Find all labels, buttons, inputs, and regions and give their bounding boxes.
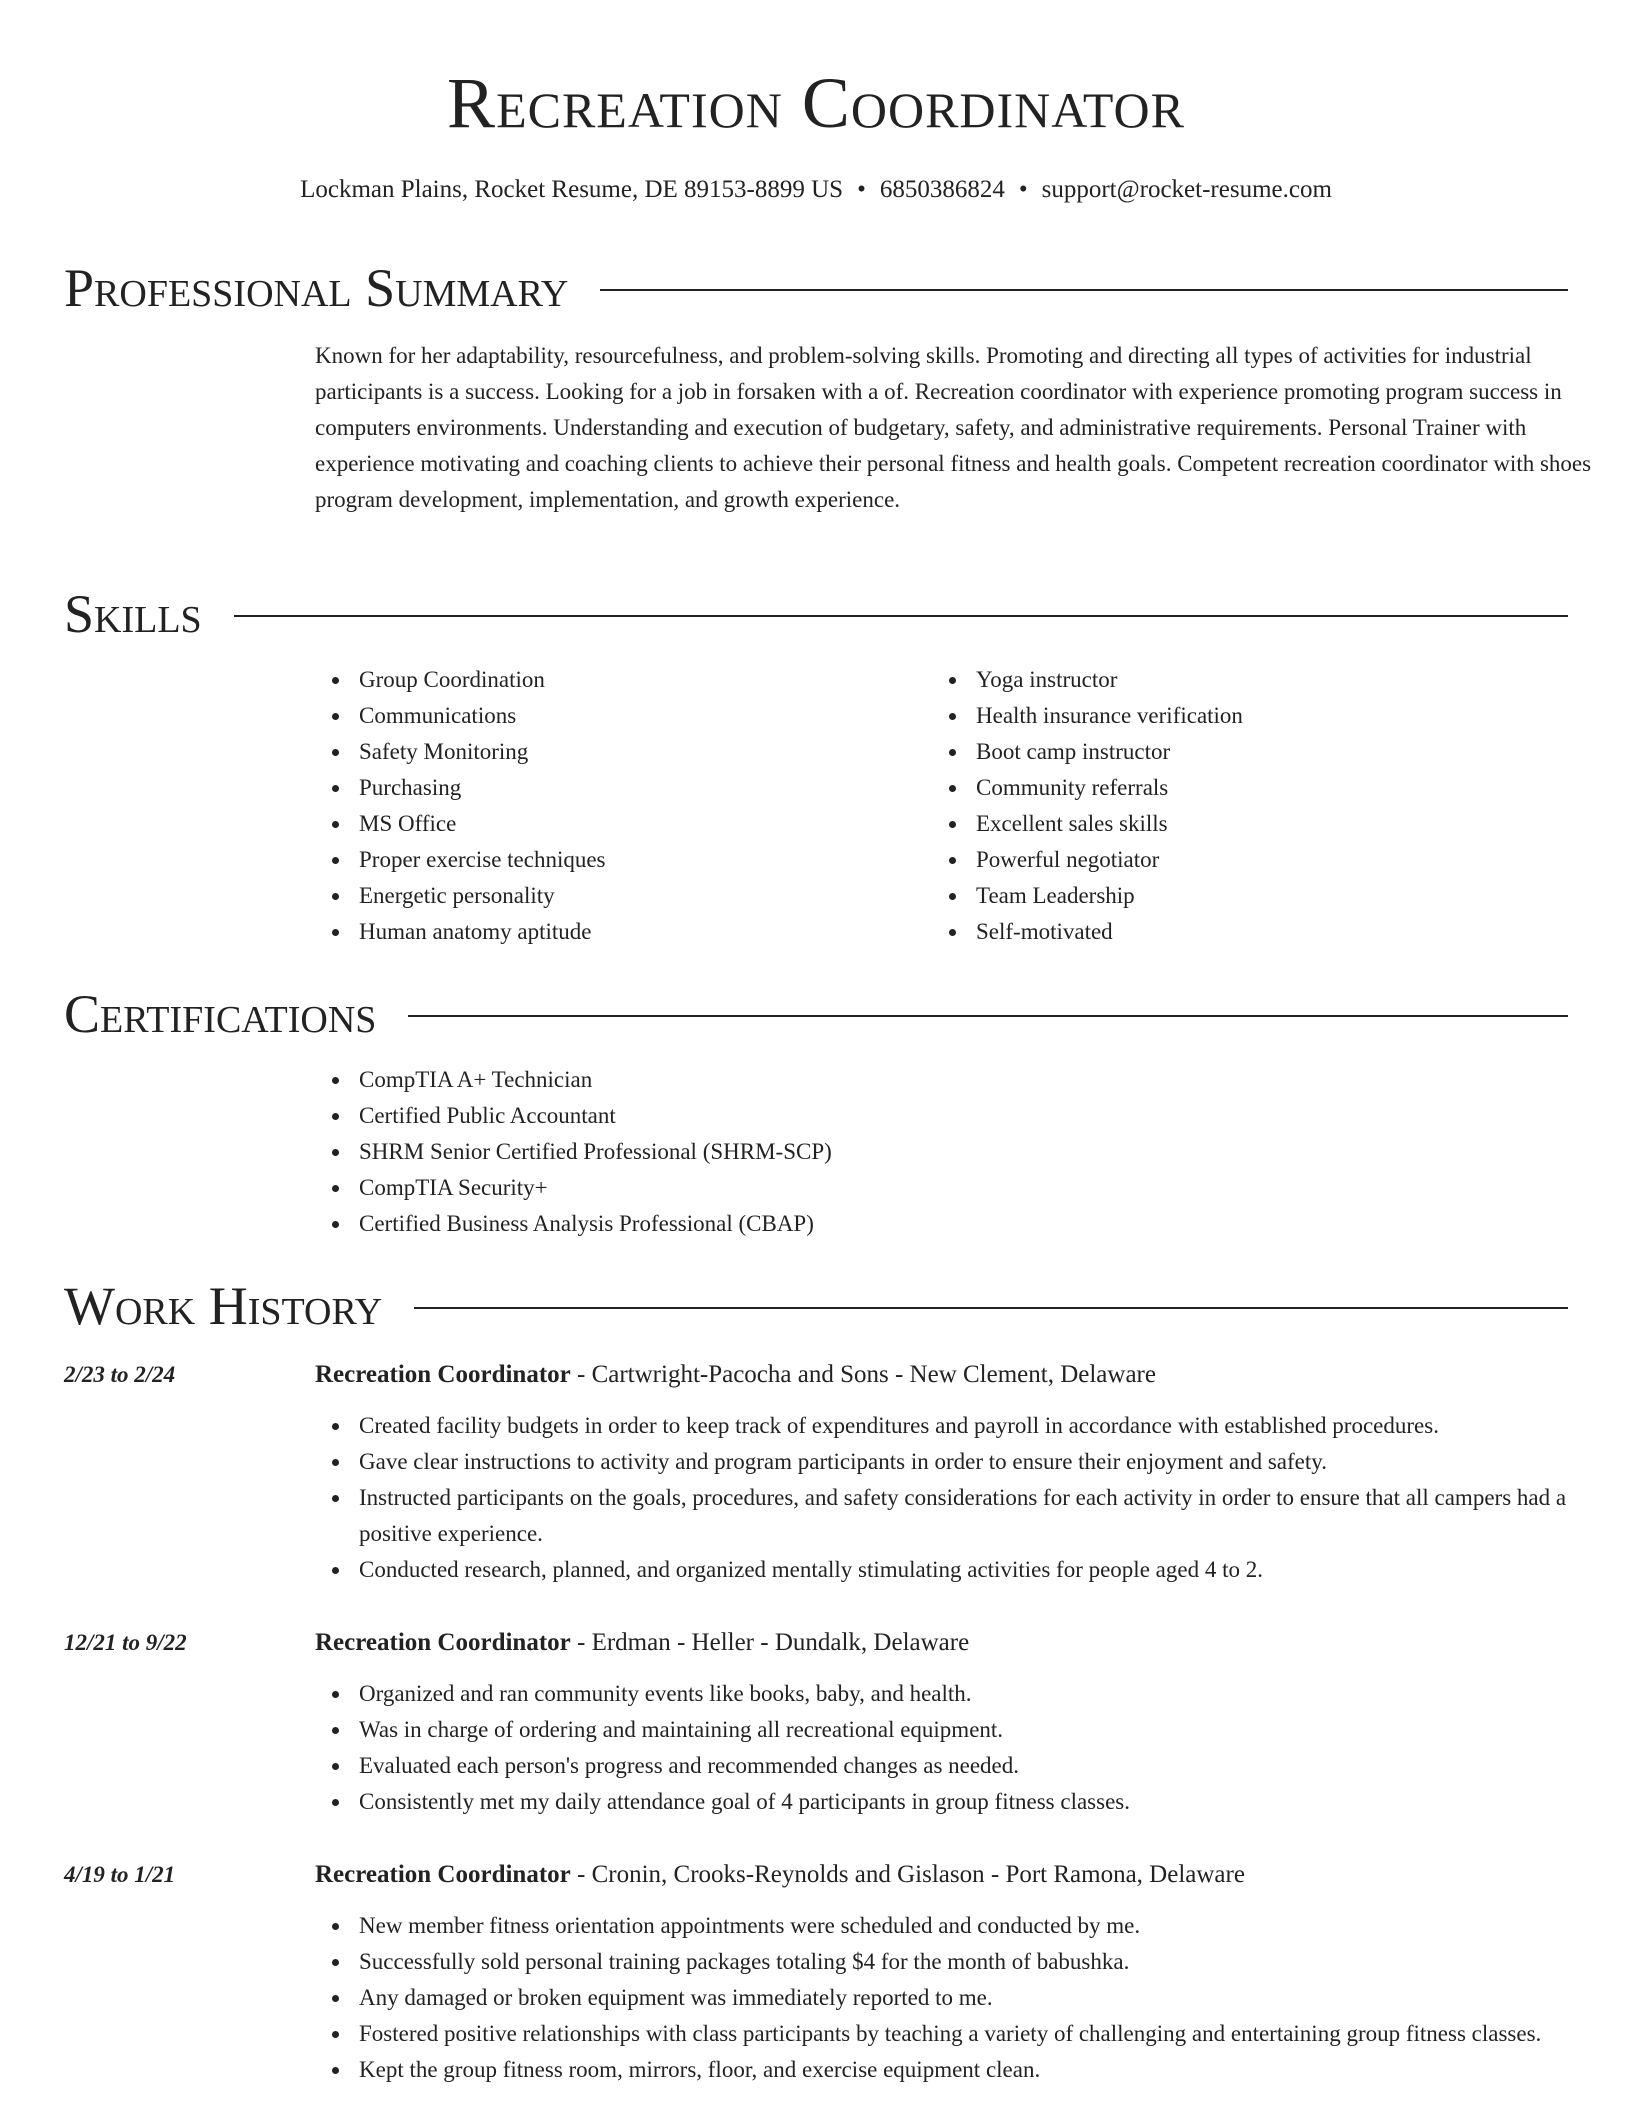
job-dates: 2/23 to 2/24 [64, 1362, 176, 1387]
skill-item: Powerful negotiator [932, 842, 1542, 878]
job-title: Recreation Coordinator [315, 1861, 571, 1888]
section-title-skills: Skills [64, 584, 202, 644]
summary-text: Known for her adaptability, resourcefulness, and problem-solving skills. Promoting and directing all types of activities for industrial participants is a success. Looking for a job in forsaken with a of. Recreation coordinator with experience promoting program success in computers environments. Understanding and execution of budgetary, safety, and administrative requirements. Personal Trainer with experience motivating and coaching clients to achieve their personal fitness and health goals. Competent recreation coordinator with shoes program development, implementation, and growth experience. [315, 343, 1592, 512]
skill-item: Safety Monitoring [315, 734, 925, 770]
job-heading [315, 1856, 1568, 1894]
job-bullet-item: Successfully sold personal training packages totaling $4 for the month of babushka. [315, 1944, 1568, 1980]
job-bullet-item: Instructed participants on the goals, procedures, and safety considerations for each activity in order to ensure that all campers had a positive experience. [315, 1480, 1568, 1552]
job-bullet-item: Kept the group fitness room, mirrors, floor, and exercise equipment clean. [315, 2052, 1568, 2088]
skill-item: Community referrals [932, 770, 1542, 806]
skill-item: Human anatomy aptitude [315, 914, 925, 950]
section-header-certifications [64, 982, 1568, 1046]
job-title: Recreation Coordinator [315, 1361, 571, 1388]
section-divider [600, 289, 1568, 291]
job-bullet-item: Fostered positive relationships with class participants by teaching a variety of challenging and entertaining group fitness classes. [315, 2016, 1568, 2052]
section-header-skills [64, 582, 1568, 646]
section-title-summary: Professional Summary [64, 258, 569, 318]
contact-separator: • [857, 176, 866, 203]
job-employer-location: - Cartwright-Pacocha and Sons - New Clement, Delaware [570, 1361, 1156, 1388]
job-bullet-item: Gave clear instructions to activity and program participants in order to ensure their enjoyment and safety. [315, 1444, 1568, 1480]
job-dates: 4/19 to 1/21 [64, 1862, 176, 1887]
skills-column-right [932, 662, 1542, 950]
section-header-summary [64, 256, 1568, 320]
contact-email: support@rocket-resume.com [1041, 176, 1332, 203]
contact-line [64, 172, 1568, 208]
skill-item: Group Coordination [315, 662, 925, 698]
section-title-work-history: Work History [64, 1276, 383, 1336]
job-heading [315, 1624, 1568, 1662]
skills-list-left [315, 662, 925, 950]
section-title-certifications: Certifications [64, 984, 377, 1044]
contact-phone: 6850386824 [879, 176, 1005, 203]
job-bullets [315, 1408, 1568, 1588]
job-bullet-item: Conducted research, planned, and organized mentally stimulating activities for people aged 4 to 2. [315, 1552, 1568, 1588]
job-bullet-item: Any damaged or broken equipment was immediately reported to me. [315, 1980, 1568, 2016]
job-heading [315, 1356, 1568, 1394]
job-title: Recreation Coordinator [315, 1629, 571, 1656]
job-bullets [315, 1908, 1568, 2088]
job-bullet-item: New member fitness orientation appointments were scheduled and conducted by me. [315, 1908, 1568, 1944]
job-bullet-item: Was in charge of ordering and maintaining all recreational equipment. [315, 1712, 1568, 1748]
skill-item: Excellent sales skills [932, 806, 1542, 842]
skill-item: Proper exercise techniques [315, 842, 925, 878]
skills-column-left [315, 662, 925, 950]
certification-item: CompTIA A+ Technician [315, 1062, 1515, 1098]
skill-item: Yoga instructor [932, 662, 1542, 698]
contact-address: Lockman Plains, Rocket Resume, DE 89153-8899 US [300, 176, 844, 203]
contact-separator: • [1018, 176, 1028, 203]
skill-item: Communications [315, 698, 925, 734]
job-bullet-item: Consistently met my daily attendance goal of 4 participants in group fitness classes. [315, 1784, 1568, 1820]
skill-item: Team Leadership [932, 878, 1542, 914]
resume-title: Recreation Coordinator [447, 63, 1185, 143]
job-dates: 12/21 to 9/22 [64, 1630, 187, 1655]
resume-page [64, 0, 1592, 2112]
certification-item: SHRM Senior Certified Professional (SHRM-SCP) [315, 1134, 1515, 1170]
job-bullet-item: Evaluated each person's progress and recommended changes as needed. [315, 1748, 1568, 1784]
job-bullet-item: Organized and ran community events like books, baby, and health. [315, 1676, 1568, 1712]
section-header-work-history [64, 1274, 1568, 1338]
certification-item: Certified Public Accountant [315, 1098, 1515, 1134]
skill-item: MS Office [315, 806, 925, 842]
section-divider [414, 1307, 1568, 1309]
skill-item: Health insurance verification [932, 698, 1542, 734]
job-employer-location: - Cronin, Crooks-Reynolds and Gislason - Port Ramona, Delaware [570, 1861, 1245, 1888]
skill-item: Purchasing [315, 770, 925, 806]
section-divider [234, 615, 1568, 617]
skills-list-right [932, 662, 1542, 950]
certification-item: Certified Business Analysis Professional (CBAP) [315, 1206, 1515, 1242]
skill-item: Boot camp instructor [932, 734, 1542, 770]
job-employer-location: - Erdman - Heller - Dundalk, Delaware [570, 1629, 970, 1656]
job-bullet-item: Created facility budgets in order to keep track of expenditures and payroll in accordance with established procedures. [315, 1408, 1568, 1444]
section-divider [408, 1015, 1568, 1017]
job-bullets [315, 1676, 1568, 1820]
certifications-block [315, 1062, 1515, 1242]
skill-item: Energetic personality [315, 878, 925, 914]
certifications-list [315, 1062, 1515, 1242]
certification-item: CompTIA Security+ [315, 1170, 1515, 1206]
skill-item: Self-motivated [932, 914, 1542, 950]
